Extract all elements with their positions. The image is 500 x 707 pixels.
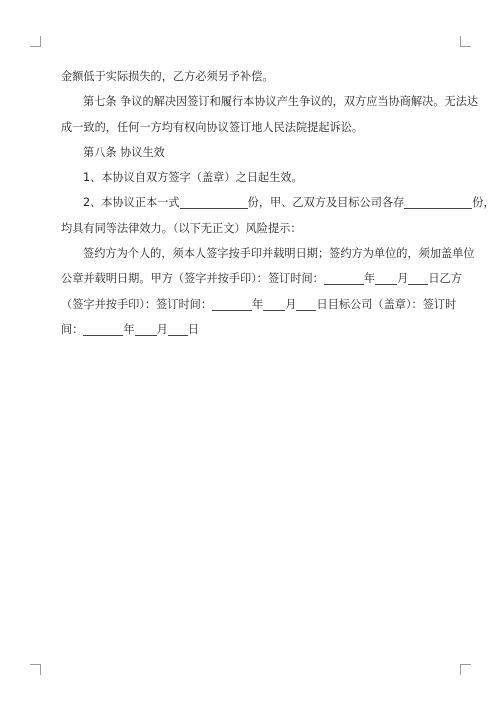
year-label: 年: [363, 272, 376, 286]
item-2-line-2: 均具有同等法律效力。（以下无正文）风险提示：: [61, 221, 302, 235]
item-1: 1、本协议自双方签字（盖章）之日起生效。: [83, 171, 303, 185]
risk-line-2: [61, 266, 462, 291]
month-label: 月: [397, 272, 409, 286]
risk-line-4: [61, 317, 441, 342]
item-2-text-b: 份，甲、乙双方及目标公司各存: [247, 196, 405, 210]
target-company-year-blank[interactable]: [83, 322, 123, 336]
party-b-day-blank[interactable]: [296, 297, 316, 311]
target-company-month-blank[interactable]: [135, 322, 157, 336]
corner-mark-top-left: [30, 36, 41, 47]
target-company-day-blank[interactable]: [168, 322, 188, 336]
day-label: 日乙方: [428, 272, 462, 286]
month-label: 月: [285, 297, 297, 311]
risk-line-3: [61, 292, 457, 317]
article-8-title: 第八条 协议生效: [83, 145, 165, 159]
article-7-line-1: 第七条 争议的解决因签订和履行本协议产生争议的，双方应当协商解决。无法达: [83, 95, 479, 109]
day-label: 日: [187, 322, 199, 336]
item-2-text-c: 份，: [472, 196, 495, 210]
article-7-line-2: 成一致的，任何一方均有权向协议签订地人民法院提起诉讼。: [61, 120, 364, 134]
copies-each-blank[interactable]: [404, 195, 472, 209]
party-a-year-blank[interactable]: [324, 271, 364, 285]
risk-line-1: 签约方为个人的，须本人签字按手印并载明日期；签约方为单位的，须加盖单位: [83, 247, 475, 261]
risk-line-3-text: （签字并按手印）：签订时间：: [61, 297, 213, 311]
party-b-year-blank[interactable]: [212, 297, 252, 311]
year-label: 年: [252, 297, 264, 311]
party-a-day-blank[interactable]: [408, 271, 428, 285]
copies-blank[interactable]: [180, 195, 248, 209]
corner-mark-bottom-left: [30, 664, 41, 675]
day-label: 日目标公司（盖章）：签订时: [316, 297, 457, 311]
corner-mark-top-right: [460, 36, 471, 47]
text-line: 金额低于实际损失的，乙方必须另予补偿。: [61, 70, 274, 83]
party-b-month-blank[interactable]: [263, 297, 285, 311]
document-body: [61, 64, 495, 342]
item-2-text-a: 2、本协议正本一式: [83, 196, 180, 210]
party-a-month-blank[interactable]: [375, 271, 397, 285]
year-label: 年: [123, 322, 135, 336]
risk-line-4-text: 间：: [61, 322, 84, 336]
item-2-line-1: [61, 190, 495, 215]
risk-line-2-text: 公章并载明日期。甲方（签字并按手印）：签订时间：: [61, 272, 324, 286]
month-label: 月: [156, 322, 168, 336]
corner-mark-bottom-right: [460, 664, 471, 675]
